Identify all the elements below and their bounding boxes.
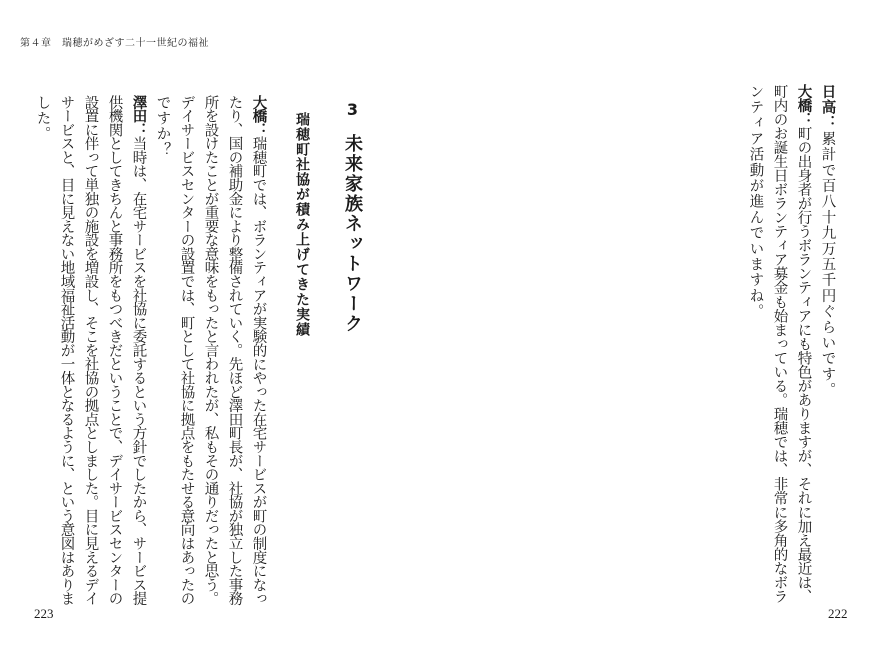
page-number-right: 222 [828, 606, 848, 621]
section-heading [343, 100, 361, 334]
text-line [35, 95, 50, 142]
text-line [83, 95, 98, 605]
text-line [59, 95, 74, 605]
text-line [227, 95, 242, 605]
text-line [131, 95, 146, 605]
text-line [772, 84, 787, 603]
text-line [251, 95, 266, 605]
text-line [203, 95, 218, 605]
line-text: ですか？ [154, 95, 171, 158]
line-text: した。 [34, 95, 51, 143]
line-text: 当時は、在宅サービスを社協に委託するという方針でしたから、サービス提 [130, 136, 147, 606]
line-text: サービスと、目に見えない地域福祉活動が一体となるように、という意図はありま [58, 95, 75, 606]
section-number: 3 [343, 100, 362, 121]
speaker-label: 大橋： [795, 84, 812, 127]
line-text: 所を設けたことが重要な意味をもったと言われたが、私もその通りだったと思う。 [202, 95, 219, 606]
line-text: 瑞穂町では、ボランティアが実験的にやった在宅サービスが町の制度になっ [250, 136, 267, 606]
page-number-left: 223 [34, 606, 54, 621]
line-text: ンティア活動が進んでいますね。 [747, 84, 764, 320]
section-title: 未来家族ネットワーク [342, 134, 363, 335]
line-text: デイサービスセンターの設置では、町として社協に拠点をもたせる意向はあったの [178, 95, 195, 606]
section-subtitle: 瑞穂町社協が積み上げてきた実績 [294, 112, 310, 337]
line-text: 累計で百八十九万五千円ぐらいです。 [819, 131, 836, 399]
text-line [796, 84, 811, 603]
line-text: 供機関としてきちんと事務所をもつべきだということで、デイサービスセンターの [106, 95, 123, 606]
speaker-label: 日高： [819, 84, 836, 132]
text-line [820, 84, 835, 398]
text-line [155, 95, 170, 158]
text-line [107, 95, 122, 605]
speaker-label: 澤田： [130, 95, 147, 137]
line-text: たり、国の補助金により整備されていく。先ほど澤田町長が、社協が独立した事務 [226, 95, 243, 606]
line-text: 町内のお誕生日ボランティア募金も始まっている。瑞穂では、非常に多角的なボラ [771, 84, 788, 604]
line-text: 町の出身者が行うボランティアにも特色がありますが、それに加え最近は、 [795, 126, 812, 604]
running-header: 第４章 瑞穂がめざす二十一世紀の福祉 [20, 38, 209, 49]
speaker-label: 大橋： [250, 95, 267, 137]
text-line [179, 95, 194, 605]
line-text: 設置に伴って単独の施設を増設し、そこを社協の拠点としました。目に見えるデイ [82, 95, 99, 606]
text-line [748, 84, 763, 320]
